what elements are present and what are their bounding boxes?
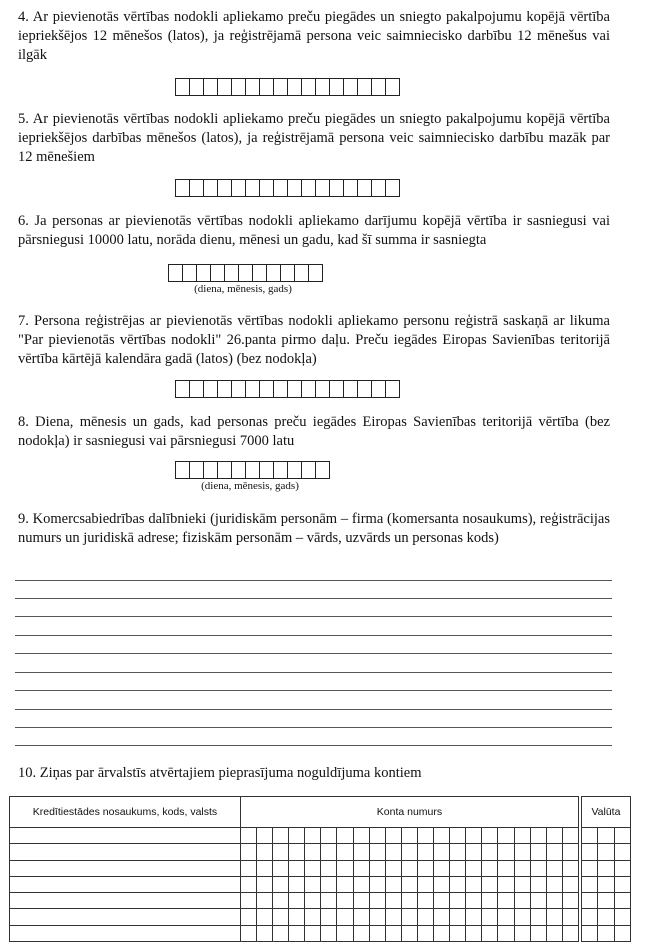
currency-letter-cell[interactable]: [598, 860, 614, 876]
currency-table: [581, 796, 631, 942]
account-digit-cell[interactable]: [289, 844, 305, 860]
account-digit-cell[interactable]: [353, 876, 369, 892]
currency-letter-cell[interactable]: [614, 844, 630, 860]
account-digit-cell[interactable]: [273, 925, 289, 941]
account-digit-cell[interactable]: [546, 828, 562, 844]
item-9-writing-line[interactable]: [15, 598, 612, 599]
account-digit-cell[interactable]: [353, 828, 369, 844]
account-digit-cell[interactable]: [434, 876, 450, 892]
account-digit-cell[interactable]: [240, 828, 256, 844]
account-digit-cell[interactable]: [240, 909, 256, 925]
bank-cell[interactable]: [10, 844, 241, 860]
account-digit-cell[interactable]: [321, 844, 337, 860]
currency-letter-cell[interactable]: [598, 925, 614, 941]
account-digit-cell[interactable]: [434, 925, 450, 941]
account-digit-cell[interactable]: [337, 925, 353, 941]
account-digit-cell[interactable]: [289, 893, 305, 909]
account-digit-cell[interactable]: [257, 876, 273, 892]
account-digit-cell[interactable]: [417, 860, 433, 876]
account-digit-cell[interactable]: [466, 828, 482, 844]
table-row: [582, 844, 631, 860]
account-digit-cell[interactable]: [562, 909, 578, 925]
account-digit-cell[interactable]: [482, 893, 498, 909]
account-digit-cell[interactable]: [385, 828, 401, 844]
account-digit-cell[interactable]: [369, 828, 385, 844]
account-digit-cell[interactable]: [401, 844, 417, 860]
item-6-date-caption: (diena, mēnesis, gads): [194, 283, 292, 295]
col-currency-header: [582, 797, 631, 828]
account-digit-cell[interactable]: [450, 909, 466, 925]
account-digit-cell[interactable]: [353, 925, 369, 941]
account-digit-cell[interactable]: [466, 844, 482, 860]
item-4-amount-boxes[interactable]: [175, 78, 400, 96]
account-digit-cell[interactable]: [417, 876, 433, 892]
currency-letter-cell[interactable]: [598, 828, 614, 844]
account-digit-cell[interactable]: [434, 844, 450, 860]
currency-table-header: [582, 797, 631, 828]
account-digit-cell[interactable]: [546, 876, 562, 892]
bank-cell[interactable]: [10, 876, 241, 892]
account-digit-cell[interactable]: [337, 844, 353, 860]
account-digit-cell[interactable]: [450, 860, 466, 876]
account-digit-cell[interactable]: [273, 893, 289, 909]
currency-letter-cell[interactable]: [614, 925, 630, 941]
item-9-writing-line[interactable]: [15, 745, 612, 746]
table-row: [10, 893, 579, 909]
account-digit-cell[interactable]: [257, 860, 273, 876]
item-7-amount-boxes[interactable]: [175, 380, 400, 398]
account-digit-cell[interactable]: [514, 909, 530, 925]
item-10-text: 10. Ziņas par ārvalstīs atvērtajiem pieprasījuma noguldījuma kontiem: [18, 765, 422, 781]
account-digit-cell[interactable]: [514, 876, 530, 892]
currency-letter-cell[interactable]: [598, 909, 614, 925]
account-digit-cell[interactable]: [369, 860, 385, 876]
account-digit-cell[interactable]: [257, 909, 273, 925]
item-9-writing-line[interactable]: [15, 672, 612, 673]
item-5-amount-boxes[interactable]: [175, 179, 400, 197]
account-digit-cell[interactable]: [417, 828, 433, 844]
account-digit-cell[interactable]: [514, 893, 530, 909]
table-row: [10, 876, 579, 892]
account-digit-cell[interactable]: [482, 925, 498, 941]
account-digit-cell[interactable]: [514, 844, 530, 860]
currency-letter-cell[interactable]: [614, 893, 630, 909]
account-digit-cell[interactable]: [514, 925, 530, 941]
account-digit-cell[interactable]: [401, 909, 417, 925]
account-digit-cell[interactable]: [289, 925, 305, 941]
account-digit-cell[interactable]: [562, 860, 578, 876]
col-bank-label: Kredītiestādes nosaukums, kods, valsts: [32, 806, 218, 818]
col-currency-label: Valūta: [591, 806, 621, 818]
account-digit-cell[interactable]: [514, 828, 530, 844]
account-digit-cell[interactable]: [273, 844, 289, 860]
currency-letter-cell[interactable]: [582, 844, 598, 860]
account-digit-cell[interactable]: [289, 876, 305, 892]
account-digit-cell[interactable]: [353, 893, 369, 909]
currency-letter-cell[interactable]: [582, 828, 598, 844]
account-digit-cell[interactable]: [337, 893, 353, 909]
account-digit-cell[interactable]: [240, 925, 256, 941]
col-account-header: [240, 797, 578, 828]
account-digit-cell[interactable]: [385, 860, 401, 876]
account-digit-cell[interactable]: [305, 828, 321, 844]
account-digit-cell[interactable]: [450, 893, 466, 909]
account-digit-cell[interactable]: [240, 876, 256, 892]
account-digit-cell[interactable]: [498, 844, 514, 860]
account-digit-cell[interactable]: [240, 893, 256, 909]
account-digit-cell[interactable]: [369, 893, 385, 909]
account-digit-cell[interactable]: [450, 844, 466, 860]
table-row: [582, 909, 631, 925]
account-digit-cell[interactable]: [546, 925, 562, 941]
table-row: [582, 876, 631, 892]
account-digit-cell[interactable]: [498, 828, 514, 844]
account-digit-cell[interactable]: [498, 909, 514, 925]
account-digit-cell[interactable]: [337, 828, 353, 844]
account-digit-cell[interactable]: [562, 893, 578, 909]
table-row: [10, 828, 579, 844]
item-9-writing-line[interactable]: [15, 709, 612, 710]
account-digit-cell[interactable]: [321, 860, 337, 876]
account-digit-cell[interactable]: [289, 828, 305, 844]
bank-cell[interactable]: [10, 828, 241, 844]
account-digit-cell[interactable]: [514, 860, 530, 876]
account-digit-cell[interactable]: [466, 925, 482, 941]
accounts-table: [9, 796, 579, 942]
account-digit-cell[interactable]: [369, 876, 385, 892]
account-digit-cell[interactable]: [562, 828, 578, 844]
account-digit-cell[interactable]: [337, 909, 353, 925]
currency-letter-cell[interactable]: [614, 876, 630, 892]
account-digit-cell[interactable]: [466, 909, 482, 925]
account-digit-cell[interactable]: [546, 844, 562, 860]
table-row: [10, 844, 579, 860]
account-digit-cell[interactable]: [466, 876, 482, 892]
table-row: [582, 925, 631, 941]
bank-cell[interactable]: [10, 893, 241, 909]
item-9-writing-line[interactable]: [15, 727, 612, 728]
account-digit-cell[interactable]: [498, 893, 514, 909]
account-digit-cell[interactable]: [240, 860, 256, 876]
account-digit-cell[interactable]: [417, 925, 433, 941]
account-digit-cell[interactable]: [482, 844, 498, 860]
currency-letter-cell[interactable]: [582, 876, 598, 892]
account-digit-cell[interactable]: [305, 893, 321, 909]
account-digit-cell[interactable]: [450, 876, 466, 892]
account-digit-cell[interactable]: [385, 844, 401, 860]
account-digit-cell[interactable]: [305, 860, 321, 876]
account-digit-cell[interactable]: [562, 925, 578, 941]
currency-letter-cell[interactable]: [614, 909, 630, 925]
item-9-writing-line[interactable]: [15, 690, 612, 691]
account-digit-cell[interactable]: [417, 893, 433, 909]
account-digit-cell[interactable]: [321, 876, 337, 892]
bank-cell[interactable]: [10, 860, 241, 876]
table-row: [10, 909, 579, 925]
account-digit-cell[interactable]: [401, 925, 417, 941]
currency-letter-cell[interactable]: [582, 925, 598, 941]
account-digit-cell[interactable]: [369, 925, 385, 941]
item-8-text: 8. Diena, mēnesis un gads, kad personas preču iegādes Eiropas Savienības teritorijā vērtība (bez nodokļa) ir sasniegusi vai pārsniegusi 7000 latu: [18, 414, 610, 449]
item-7-text: 7. Persona reģistrējas ar pievienotās vērtības nodokli apliekamo personu reģistrā saskaņā ar likuma "Par pievienotās vērtības nodokli" 26.panta pirmo daļu. Preču iegādes Eiropas Savienības teritorijā vērtība kārtējā kalendāra gadā (latos) (bez nodokļa): [18, 313, 610, 367]
account-digit-cell[interactable]: [321, 828, 337, 844]
account-digit-cell[interactable]: [273, 909, 289, 925]
account-digit-cell[interactable]: [562, 844, 578, 860]
account-digit-cell[interactable]: [337, 876, 353, 892]
currency-letter-cell[interactable]: [598, 844, 614, 860]
table-row: [10, 925, 579, 941]
account-digit-cell[interactable]: [385, 925, 401, 941]
account-digit-cell[interactable]: [401, 876, 417, 892]
account-digit-cell[interactable]: [482, 860, 498, 876]
account-digit-cell[interactable]: [385, 909, 401, 925]
account-digit-cell[interactable]: [273, 876, 289, 892]
account-digit-cell[interactable]: [530, 860, 546, 876]
table-row: [582, 828, 631, 844]
account-digit-cell[interactable]: [385, 893, 401, 909]
account-digit-cell[interactable]: [321, 909, 337, 925]
account-digit-cell[interactable]: [417, 909, 433, 925]
item-9-writing-line[interactable]: [15, 635, 612, 636]
account-digit-cell[interactable]: [530, 828, 546, 844]
account-digit-cell[interactable]: [273, 828, 289, 844]
currency-letter-cell[interactable]: [598, 876, 614, 892]
account-digit-cell[interactable]: [337, 860, 353, 876]
account-digit-cell[interactable]: [305, 909, 321, 925]
bank-cell[interactable]: [10, 925, 241, 941]
account-digit-cell[interactable]: [321, 925, 337, 941]
account-digit-cell[interactable]: [401, 828, 417, 844]
item-9-writing-line[interactable]: [15, 580, 612, 581]
account-digit-cell[interactable]: [498, 876, 514, 892]
item-5-text: 5. Ar pievienotās vērtības nodokli apliekamo preču piegādes un sniegto pakalpojumu kopējā vērtība iepriekšējos darbības mēnešos (latos), ja reģistrējamā persona veic saimniecisko darbību mazāk par 12 mēnešiem: [18, 111, 610, 165]
account-digit-cell[interactable]: [353, 860, 369, 876]
account-digit-cell[interactable]: [530, 893, 546, 909]
account-digit-cell[interactable]: [321, 893, 337, 909]
account-digit-cell[interactable]: [434, 828, 450, 844]
table-row: [10, 860, 579, 876]
account-digit-cell[interactable]: [385, 876, 401, 892]
bank-cell[interactable]: [10, 909, 241, 925]
account-digit-cell[interactable]: [546, 893, 562, 909]
currency-letter-cell[interactable]: [614, 828, 630, 844]
account-digit-cell[interactable]: [434, 893, 450, 909]
account-digit-cell[interactable]: [498, 860, 514, 876]
account-digit-cell[interactable]: [546, 909, 562, 925]
account-digit-cell[interactable]: [434, 909, 450, 925]
account-digit-cell[interactable]: [530, 925, 546, 941]
currency-letter-cell[interactable]: [582, 893, 598, 909]
item-6-date-boxes[interactable]: [168, 264, 323, 282]
account-digit-cell[interactable]: [257, 844, 273, 860]
account-digit-cell[interactable]: [353, 909, 369, 925]
table-row: [582, 860, 631, 876]
account-digit-cell[interactable]: [482, 876, 498, 892]
item-9-writing-line[interactable]: [15, 653, 612, 654]
account-digit-cell[interactable]: [482, 909, 498, 925]
item-8-date-caption: (diena, mēnesis, gads): [201, 480, 299, 492]
item-6-text: 6. Ja personas ar pievienotās vērtības nodokli apliekamo darījumu kopējā vērtība ir sasniegusi vai pārsniegusi 10000 latu, norāda dienu, mēnesi un gadu, kad šī summa ir sasniegta: [18, 213, 610, 248]
account-digit-cell[interactable]: [498, 925, 514, 941]
account-digit-cell[interactable]: [530, 844, 546, 860]
account-digit-cell[interactable]: [466, 860, 482, 876]
accounts-table-header: [10, 797, 579, 828]
col-account-label: Konta numurs: [376, 806, 443, 818]
account-digit-cell[interactable]: [530, 876, 546, 892]
account-digit-cell[interactable]: [353, 844, 369, 860]
account-digit-cell[interactable]: [257, 828, 273, 844]
account-digit-cell[interactable]: [257, 925, 273, 941]
item-9-text: 9. Komercsabiedrības dalībnieki (juridiskām personām – firma (komersanta nosaukums), reģistrācijas numurs un juridiskā adrese; fiziskām personām – vārds, uzvārds un personas kods): [18, 511, 610, 546]
account-digit-cell[interactable]: [240, 844, 256, 860]
account-digit-cell[interactable]: [434, 860, 450, 876]
account-digit-cell[interactable]: [305, 844, 321, 860]
account-digit-cell[interactable]: [530, 909, 546, 925]
currency-letter-cell[interactable]: [582, 860, 598, 876]
item-9-writing-line[interactable]: [15, 616, 612, 617]
col-bank-header: [10, 797, 241, 828]
account-digit-cell[interactable]: [562, 876, 578, 892]
account-digit-cell[interactable]: [369, 909, 385, 925]
account-digit-cell[interactable]: [273, 860, 289, 876]
account-digit-cell[interactable]: [401, 893, 417, 909]
item-4-text: 4. Ar pievienotās vērtības nodokli apliekamo preču piegādes un sniegto pakalpojumu kopējā vērtība iepriekšējos 12 mēnešos (latos), ja reģistrējamā persona veic saimniecisko darbību 12 mēnešus vai ilgāk: [18, 9, 610, 63]
account-digit-cell[interactable]: [450, 925, 466, 941]
account-digit-cell[interactable]: [305, 876, 321, 892]
account-digit-cell[interactable]: [482, 828, 498, 844]
account-digit-cell[interactable]: [450, 828, 466, 844]
currency-letter-cell[interactable]: [582, 909, 598, 925]
account-digit-cell[interactable]: [401, 860, 417, 876]
table-row: [582, 893, 631, 909]
account-digit-cell[interactable]: [466, 893, 482, 909]
account-digit-cell[interactable]: [417, 844, 433, 860]
account-digit-cell[interactable]: [546, 860, 562, 876]
account-digit-cell[interactable]: [305, 925, 321, 941]
account-digit-cell[interactable]: [369, 844, 385, 860]
currency-letter-cell[interactable]: [598, 893, 614, 909]
item-8-date-boxes[interactable]: [175, 461, 330, 479]
account-digit-cell[interactable]: [257, 893, 273, 909]
currency-letter-cell[interactable]: [614, 860, 630, 876]
account-digit-cell[interactable]: [289, 860, 305, 876]
account-digit-cell[interactable]: [289, 909, 305, 925]
